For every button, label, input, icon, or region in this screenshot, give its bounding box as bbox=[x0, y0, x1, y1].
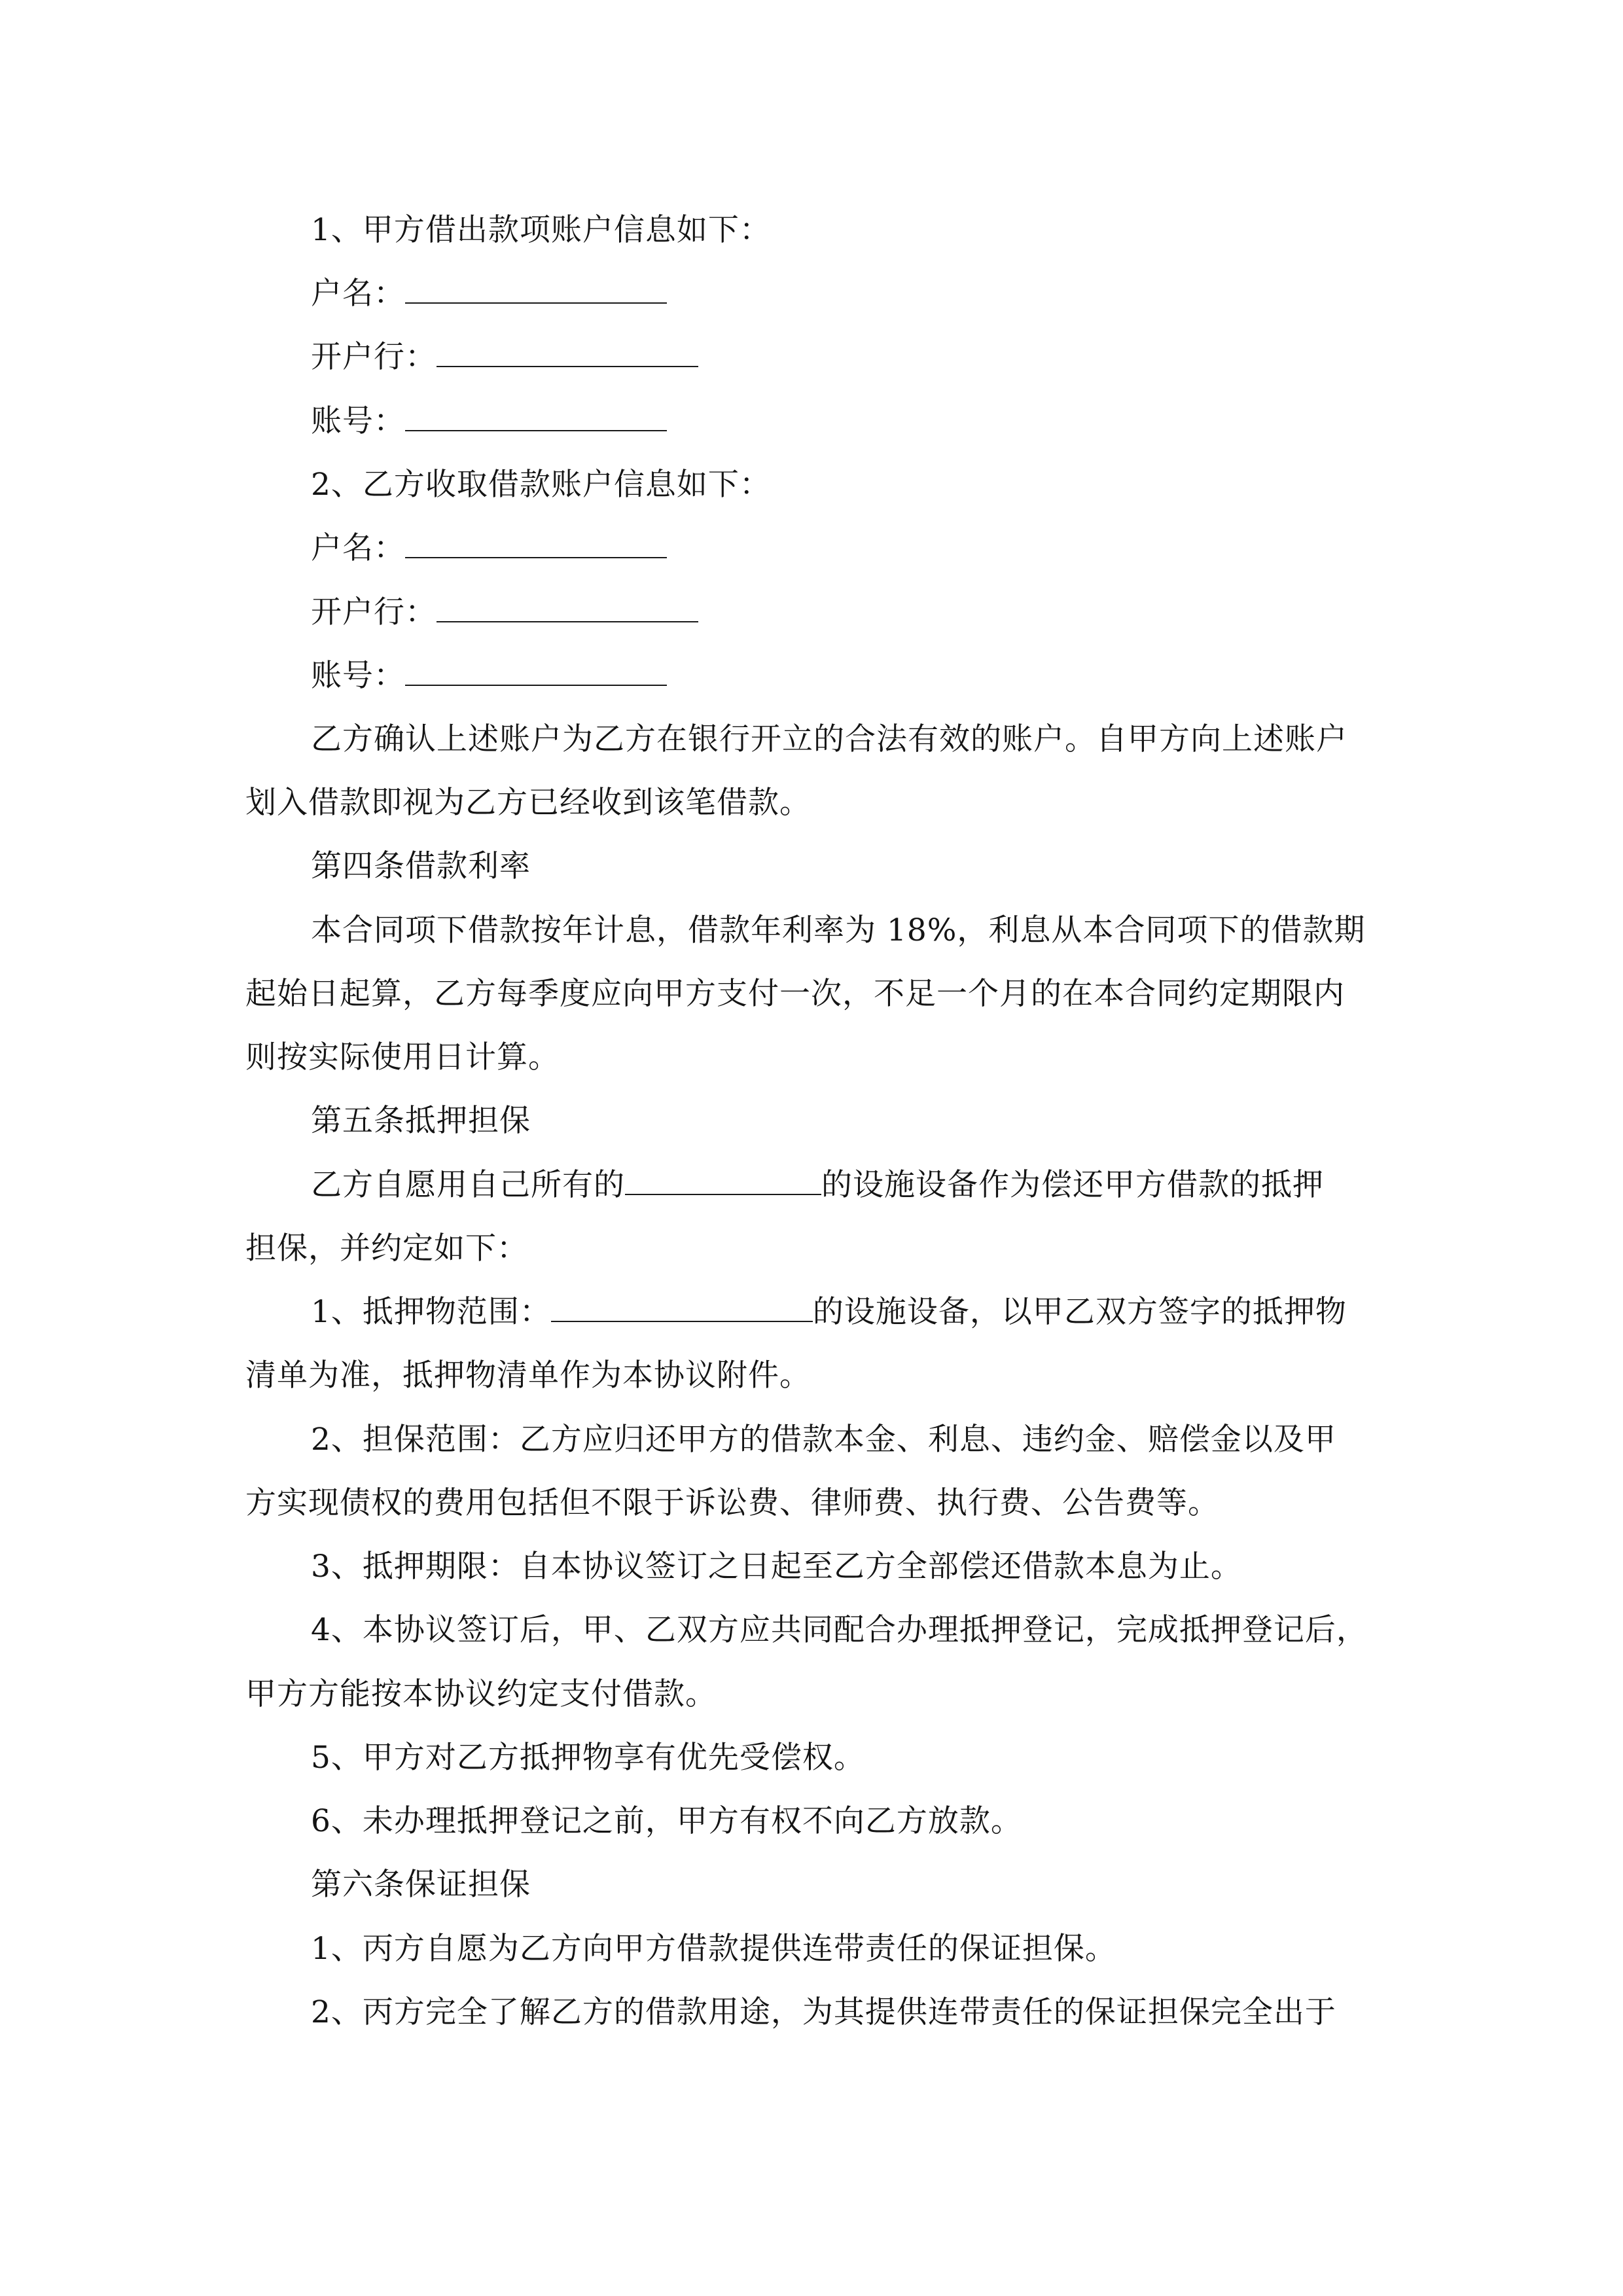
lender-account-name-row bbox=[311, 274, 667, 314]
article-5-item-1-line-2: 清单为准，抵押物清单作为本协议附件。 bbox=[245, 1357, 811, 1393]
account-name-label: 户名： bbox=[311, 276, 405, 312]
borrower-account-name-row bbox=[311, 529, 667, 568]
article-5-item-4-line-1: 4、本协议签订后，甲、乙双方应共同配合办理抵押登记，完成抵押登记后， bbox=[311, 1612, 1368, 1648]
account-no-blank[interactable] bbox=[405, 657, 667, 686]
collateral-scope-blank[interactable] bbox=[551, 1293, 813, 1322]
article-5-item-6: 6、未办理抵押登记之前，甲方有权不向乙方放款。 bbox=[311, 1803, 1022, 1839]
item-1-text-before: 1、抵押物范围： bbox=[311, 1294, 551, 1330]
confirmation-line-2: 划入借款即视为乙方已经收到该笔借款。 bbox=[245, 785, 811, 821]
bank-blank[interactable] bbox=[437, 594, 698, 622]
lender-account-no-row bbox=[311, 402, 667, 441]
borrower-account-heading: 2、乙方收取借款账户信息如下： bbox=[311, 467, 771, 503]
account-no-blank[interactable] bbox=[405, 403, 667, 431]
bank-label: 开户行： bbox=[311, 594, 437, 630]
account-name-blank[interactable] bbox=[405, 275, 667, 304]
article-6-item-2: 2、丙方完全了解乙方的借款用途，为其提供连带责任的保证担保完全出于 bbox=[311, 1994, 1336, 2030]
item-1-text-after: 的设施设备，以甲乙双方签字的抵押物 bbox=[812, 1294, 1347, 1330]
confirmation-line-1: 乙方确认上述账户为乙方在银行开立的合法有效的账户。自甲方向上述账户 bbox=[311, 721, 1347, 757]
article-5-item-4-line-2: 甲方方能按本协议约定支付借款。 bbox=[245, 1676, 717, 1712]
article-5-item-3: 3、抵押期限：自本协议签订之日起至乙方全部偿还借款本息为止。 bbox=[311, 1549, 1242, 1585]
lender-bank-row bbox=[311, 338, 698, 377]
article-5-item-2-line-1: 2、担保范围：乙方应归还甲方的借款本金、利息、违约金、赔偿金以及甲 bbox=[311, 1422, 1336, 1458]
collateral-owner-blank[interactable] bbox=[625, 1166, 821, 1195]
account-name-label: 户名： bbox=[311, 530, 405, 566]
article-5-item-2-line-2: 方实现债权的费用包括但不限于诉讼费、律师费、执行费、公告费等。 bbox=[245, 1485, 1219, 1521]
article-4-line-1: 本合同项下借款按年计息，借款年利率为 18%，利息从本合同项下的借款期 bbox=[311, 912, 1366, 948]
account-no-label: 账号： bbox=[311, 403, 405, 439]
borrower-bank-row bbox=[311, 593, 698, 632]
borrower-account-no-row bbox=[311, 656, 667, 696]
article-6-title: 第六条保证担保 bbox=[311, 1867, 531, 1903]
account-name-blank[interactable] bbox=[405, 529, 667, 558]
intro-text-after: 的设施设备作为偿还甲方借款的抵押 bbox=[821, 1167, 1324, 1203]
article-5-item-5: 5、甲方对乙方抵押物享有优先受偿权。 bbox=[311, 1740, 865, 1776]
article-5-title: 第五条抵押担保 bbox=[311, 1103, 531, 1139]
lender-account-heading: 1、甲方借出款项账户信息如下： bbox=[311, 212, 771, 248]
article-4-line-3: 则按实际使用日计算。 bbox=[245, 1039, 560, 1075]
article-5-item-1-line-1 bbox=[311, 1293, 1347, 1332]
article-6-item-1: 1、丙方自愿为乙方向甲方借款提供连带责任的保证担保。 bbox=[311, 1931, 1116, 1967]
article-5-intro-line-1 bbox=[311, 1166, 1324, 1205]
bank-label: 开户行： bbox=[311, 339, 437, 375]
article-4-line-2: 起始日起算，乙方每季度应向甲方支付一次，不足一个月的在本合同约定期限内 bbox=[245, 976, 1345, 1012]
bank-blank[interactable] bbox=[437, 338, 698, 367]
intro-text-before: 乙方自愿用自己所有的 bbox=[311, 1167, 625, 1203]
article-4-title: 第四条借款利率 bbox=[311, 848, 531, 884]
article-5-intro-line-2: 担保，并约定如下： bbox=[245, 1230, 528, 1266]
account-no-label: 账号： bbox=[311, 658, 405, 694]
